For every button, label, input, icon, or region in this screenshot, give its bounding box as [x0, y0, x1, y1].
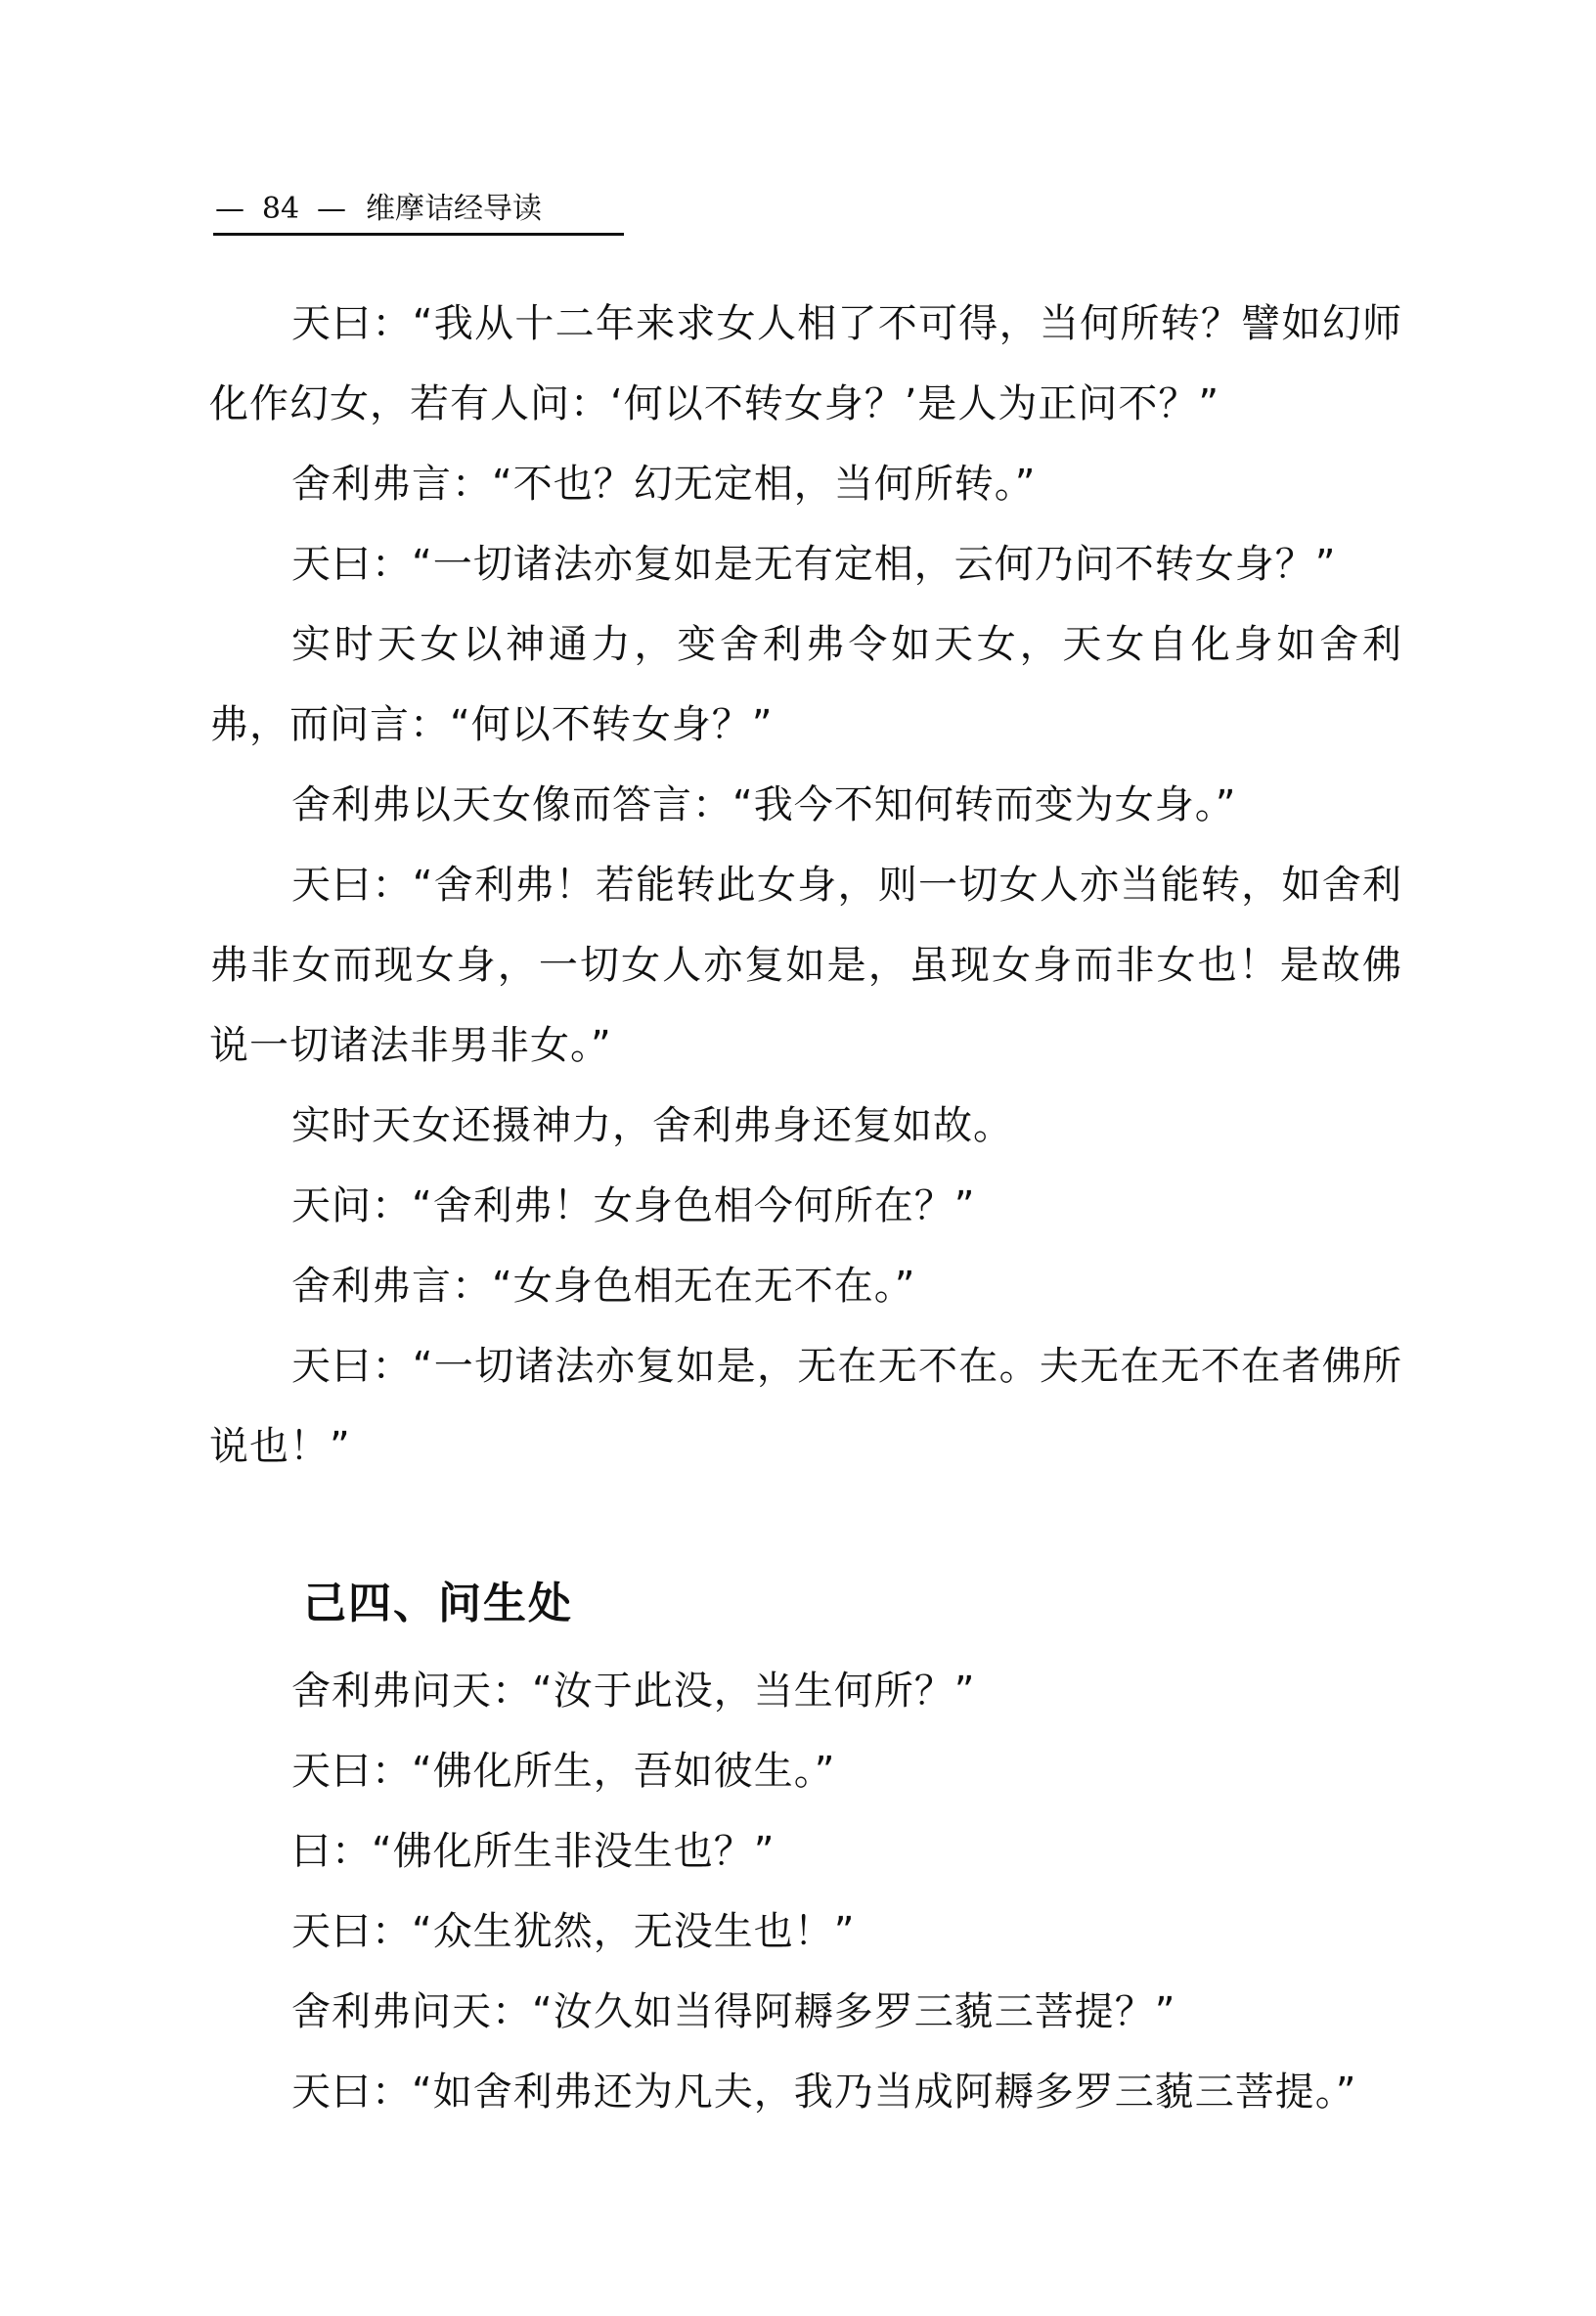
paragraph: 天曰：“众生犹然，无没生也！” [291, 1909, 856, 1954]
paragraph: 天曰：“佛化所生，吾如彼生。” [291, 1749, 836, 1794]
body-text [209, 284, 1402, 2132]
header-dash-left: — [215, 192, 244, 226]
header-dash-right: — [317, 192, 346, 226]
paragraph: 舍利弗问天：“汝于此没，当生何所？” [291, 1669, 976, 1714]
paragraph: 天曰：“如舍利弗还为凡夫，我乃当成阿耨多罗三藐三菩提。” [291, 2070, 1357, 2115]
paragraph: 舍利弗以天女像而答言：“我今不知何转而变为女身。” [291, 782, 1237, 827]
paragraph: 天曰：“一切诸法亦复如是，无在无不在。夫无在无不在者佛所说也！” [209, 1344, 1402, 1469]
paragraph: 实时天女以神通力，变舍利弗令如天女，天女自化身如舍利弗，而问言：“何以不转女身？” [209, 622, 1402, 747]
page-number: 84 [261, 192, 300, 226]
paragraph: 天曰：“一切诸法亦复如是无有定相，云何乃问不转女身？” [291, 542, 1337, 587]
running-header [213, 186, 624, 236]
book-title: 维摩诘经导读 [366, 192, 542, 226]
paragraph: 天曰：“舍利弗！若能转此女身，则一切女人亦当能转，如舍利弗非女而现女身，一切女人亦复如是，虽现女身而非女也！是故佛说一切诸法非男非女。” [209, 863, 1402, 1068]
paragraph: 舍利弗言：“不也？幻无定相，当何所转。” [291, 462, 1037, 507]
paragraph: 舍利弗问天：“汝久如当得阿耨多罗三藐三菩提？” [291, 1989, 1176, 2034]
paragraph: 舍利弗言：“女身色相无在无不在。” [291, 1264, 916, 1309]
paragraph: 实时天女还摄神力，舍利弗身还复如故。 [291, 1103, 1013, 1148]
paragraph: 曰：“佛化所生非没生也？” [291, 1829, 776, 1874]
section-heading: 己四、问生处 [303, 1579, 573, 1628]
paragraph: 天问：“舍利弗！女身色相今何所在？” [291, 1183, 976, 1228]
paragraph: 天曰：“我从十二年来求女人相了不可得，当何所转？譬如幻师化作幻女，若有人问：‘何以不转女身？’是人为正问不？” [209, 301, 1402, 426]
